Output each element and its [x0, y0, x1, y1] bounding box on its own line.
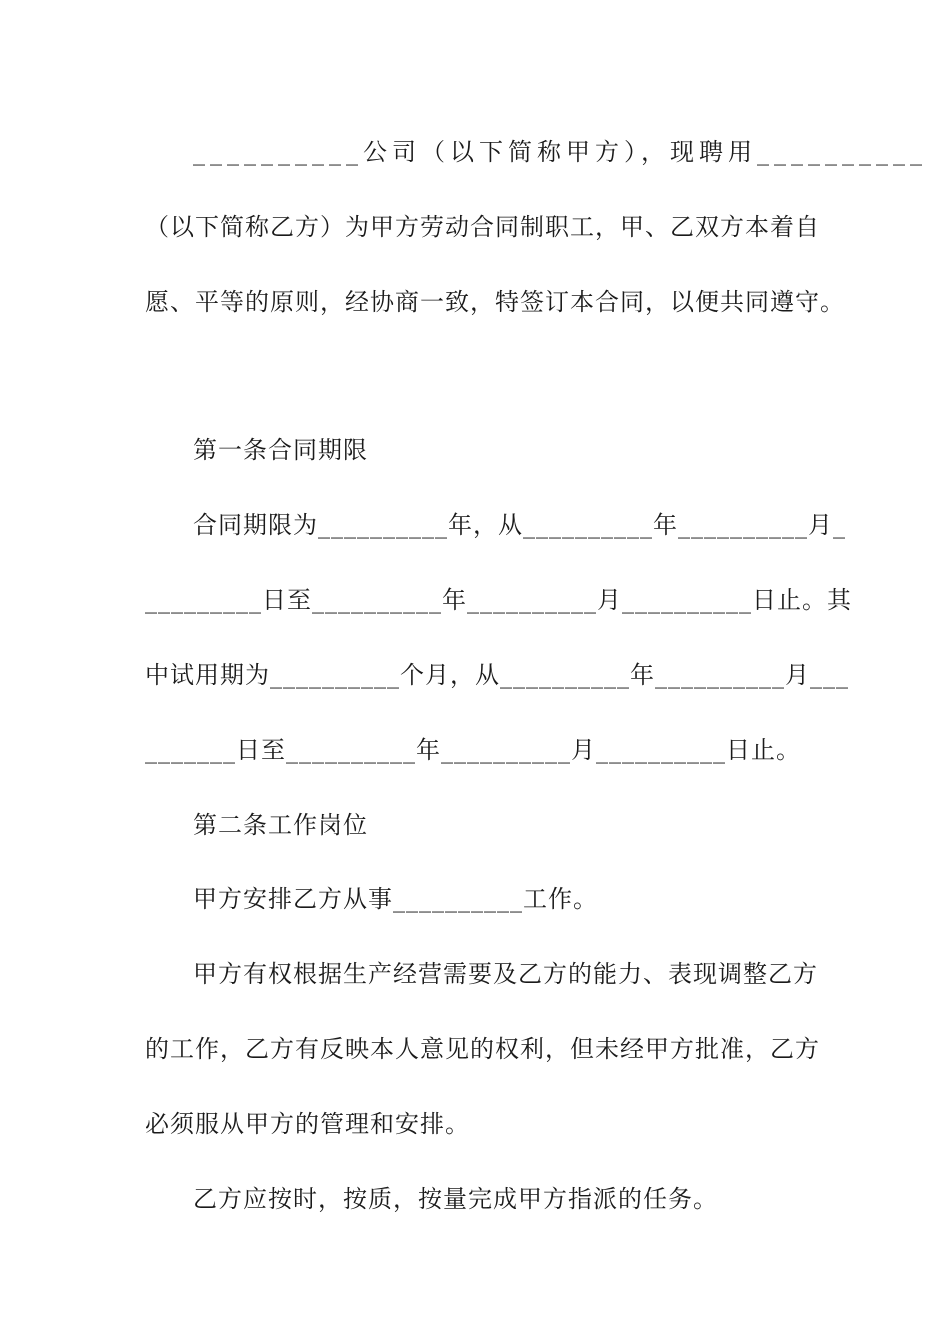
article-1-title: 第一条合同期限: [193, 436, 368, 464]
intro-line-2: （以下简称乙方）为甲方劳动合同制职工，甲、乙双方本着自: [145, 213, 820, 241]
article-2-line-1: 甲方安排乙方从事__________工作。: [193, 885, 598, 913]
article-2-line-4: 必须服从甲方的管理和安排。: [145, 1110, 470, 1138]
intro-line-3: 愿、平等的原则，经协商一致，特签订本合同，以便共同遵守。: [145, 288, 845, 316]
article-1-line-4: _______日至__________年__________月__________日止。: [145, 736, 801, 764]
article-1-line-1: 合同期限为__________年，从__________年__________月_: [193, 511, 846, 539]
article-1-line-3: 中试用期为__________个月，从__________年__________月___: [145, 661, 849, 689]
article-2-line-5: 乙方应按时，按质，按量完成甲方指派的任务。: [193, 1185, 718, 1213]
intro-line-1: __________公司（以下简称甲方），现聘用__________: [193, 138, 927, 166]
article-2-line-3: 的工作，乙方有反映本人意见的权利，但未经甲方批准，乙方: [145, 1035, 820, 1063]
article-1-line-2: _________日至__________年__________月__________日止。其: [145, 586, 852, 614]
article-2-line-2: 甲方有权根据生产经营需要及乙方的能力、表现调整乙方: [193, 960, 818, 988]
article-2-title: 第二条工作岗位: [193, 811, 368, 839]
